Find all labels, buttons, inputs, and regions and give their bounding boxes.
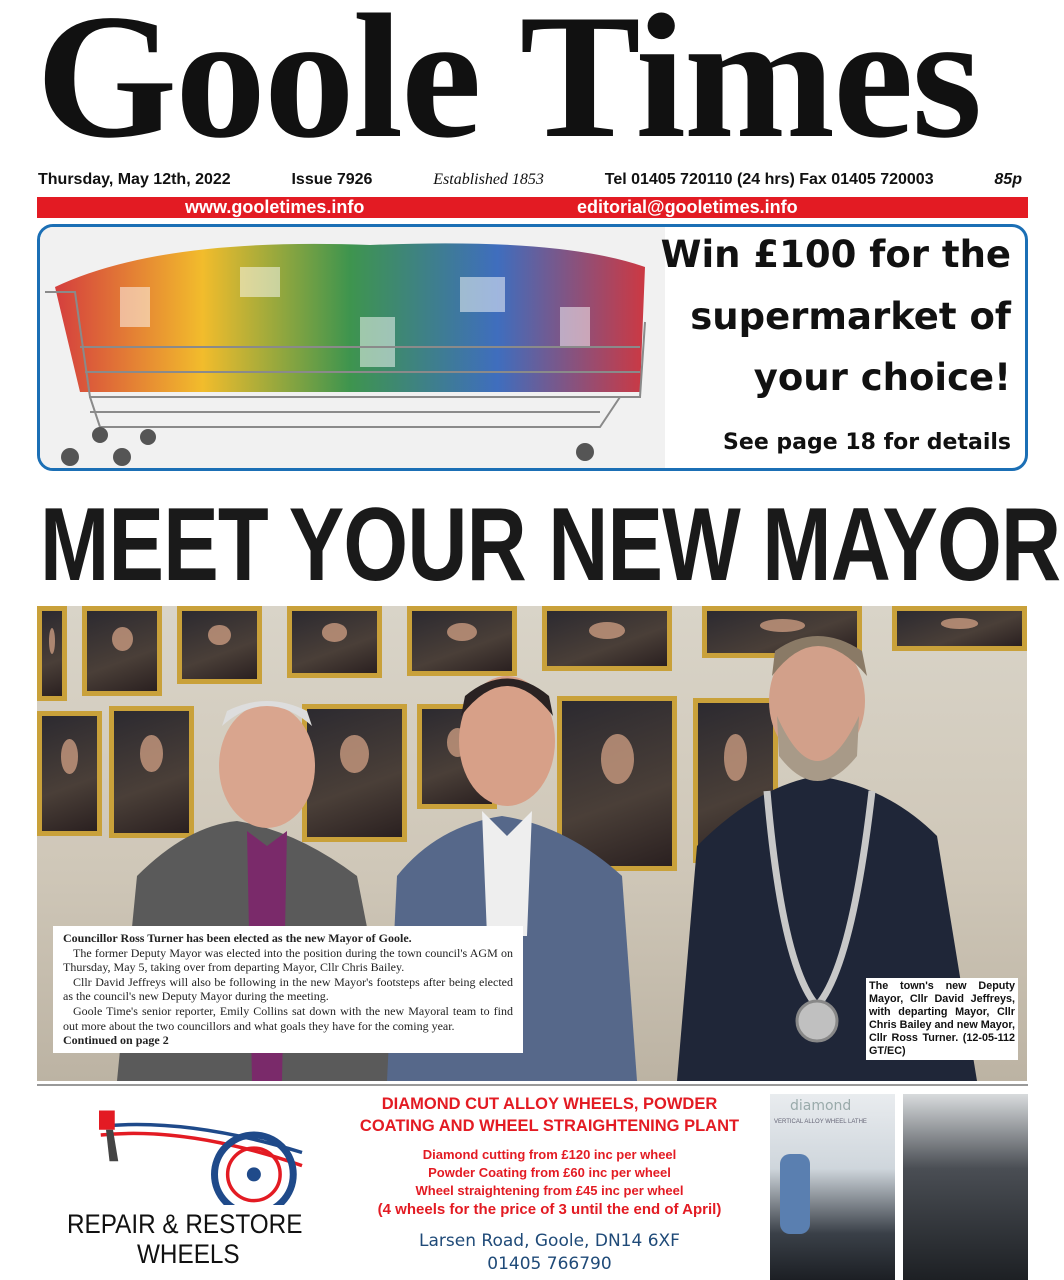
established-year: Established 1853	[433, 171, 544, 188]
contact-banner	[37, 197, 1028, 218]
contact-numbers: Tel 01405 720110 (24 hrs) Fax 01405 720003	[604, 171, 934, 188]
photo-caption: The town's new Deputy Mayor, Cllr David Jeffreys, with departing Mayor, Cllr Chris Bailey and new Mayor, Cllr Ross Turner. (12-05-112 GT/EC)	[866, 978, 1018, 1060]
section-divider	[37, 1084, 1028, 1086]
wheels-advert[interactable]	[37, 1090, 1028, 1280]
continued-link[interactable]: Continued on page 2	[63, 1033, 169, 1048]
story-text-box	[53, 926, 523, 1053]
masthead-title: Goole Times	[36, 0, 981, 175]
competition-details[interactable]: See page 18 for details	[723, 430, 1011, 455]
spray-gun-wheel-logo-icon	[67, 1100, 327, 1205]
alloy-wheels-photo	[903, 1094, 1028, 1280]
shopping-cart-image	[40, 227, 665, 468]
offer-powder-coating: Powder Coating from £60 inc per wheel	[428, 1165, 671, 1180]
edition-info-bar	[38, 170, 1028, 192]
email-link[interactable]: editorial@gooletimes.info	[577, 197, 798, 217]
competition-line-3: your choice!	[753, 356, 1011, 399]
machine-brand-label: diamond	[790, 1098, 852, 1114]
advert-phone[interactable]: 01405 766790	[487, 1254, 612, 1274]
competition-line-1: Win £100 for the	[660, 233, 1011, 276]
offer-diamond-cutting: Diamond cutting from £120 inc per wheel	[422, 1147, 677, 1162]
story-paragraph: Cllr David Jeffreys will also be following in the new Mayor's footsteps after being elected as the council's new Deputy Mayor during the meeting.	[63, 974, 513, 1004]
logo-line-1: REPAIR & RESTORE	[67, 1209, 303, 1239]
story-paragraph: The former Deputy Mayor was elected into the position during the town council's AGM on Thursday, May 5, taking over from departing Mayor, Cllr Chris Bailey.	[63, 945, 513, 975]
lathe-photo	[770, 1094, 895, 1280]
story-lead: Councillor Ross Turner has been elected as the new Mayor of Goole.	[63, 931, 412, 945]
advert-title-2: COATING AND WHEEL STRAIGHTENING PLANT	[359, 1117, 740, 1135]
logo-line-2: WHEELS	[137, 1239, 240, 1269]
promo-offer: (4 wheels for the price of 3 until the end of April)	[377, 1201, 722, 1218]
competition-line-2: supermarket of	[690, 295, 1011, 338]
website-link[interactable]: www.gooletimes.info	[185, 197, 365, 217]
machine-sub-label: VERTICAL ALLOY WHEEL LATHE	[774, 1119, 867, 1125]
offer-straightening: Wheel straightening from £45 inc per wheel	[415, 1183, 684, 1198]
advert-title-1: DIAMOND CUT ALLOY WHEELS, POWDER	[381, 1095, 718, 1113]
mayor-photo	[37, 606, 1027, 1081]
competition-advert[interactable]	[37, 224, 1028, 471]
story-paragraph: Goole Time's senior reporter, Emily Collins sat down with the new Mayoral team to find out more about the two councillors and what goals they have for the coming year.	[63, 1003, 513, 1033]
edition-date: Thursday, May 12th, 2022	[38, 171, 231, 188]
issue-number: Issue 7926	[291, 171, 373, 188]
cover-price: 85p	[994, 171, 1022, 188]
main-headline: MEET YOUR NEW MAYOR	[40, 487, 1061, 603]
advert-address: Larsen Road, Goole, DN14 6XF	[419, 1231, 680, 1251]
